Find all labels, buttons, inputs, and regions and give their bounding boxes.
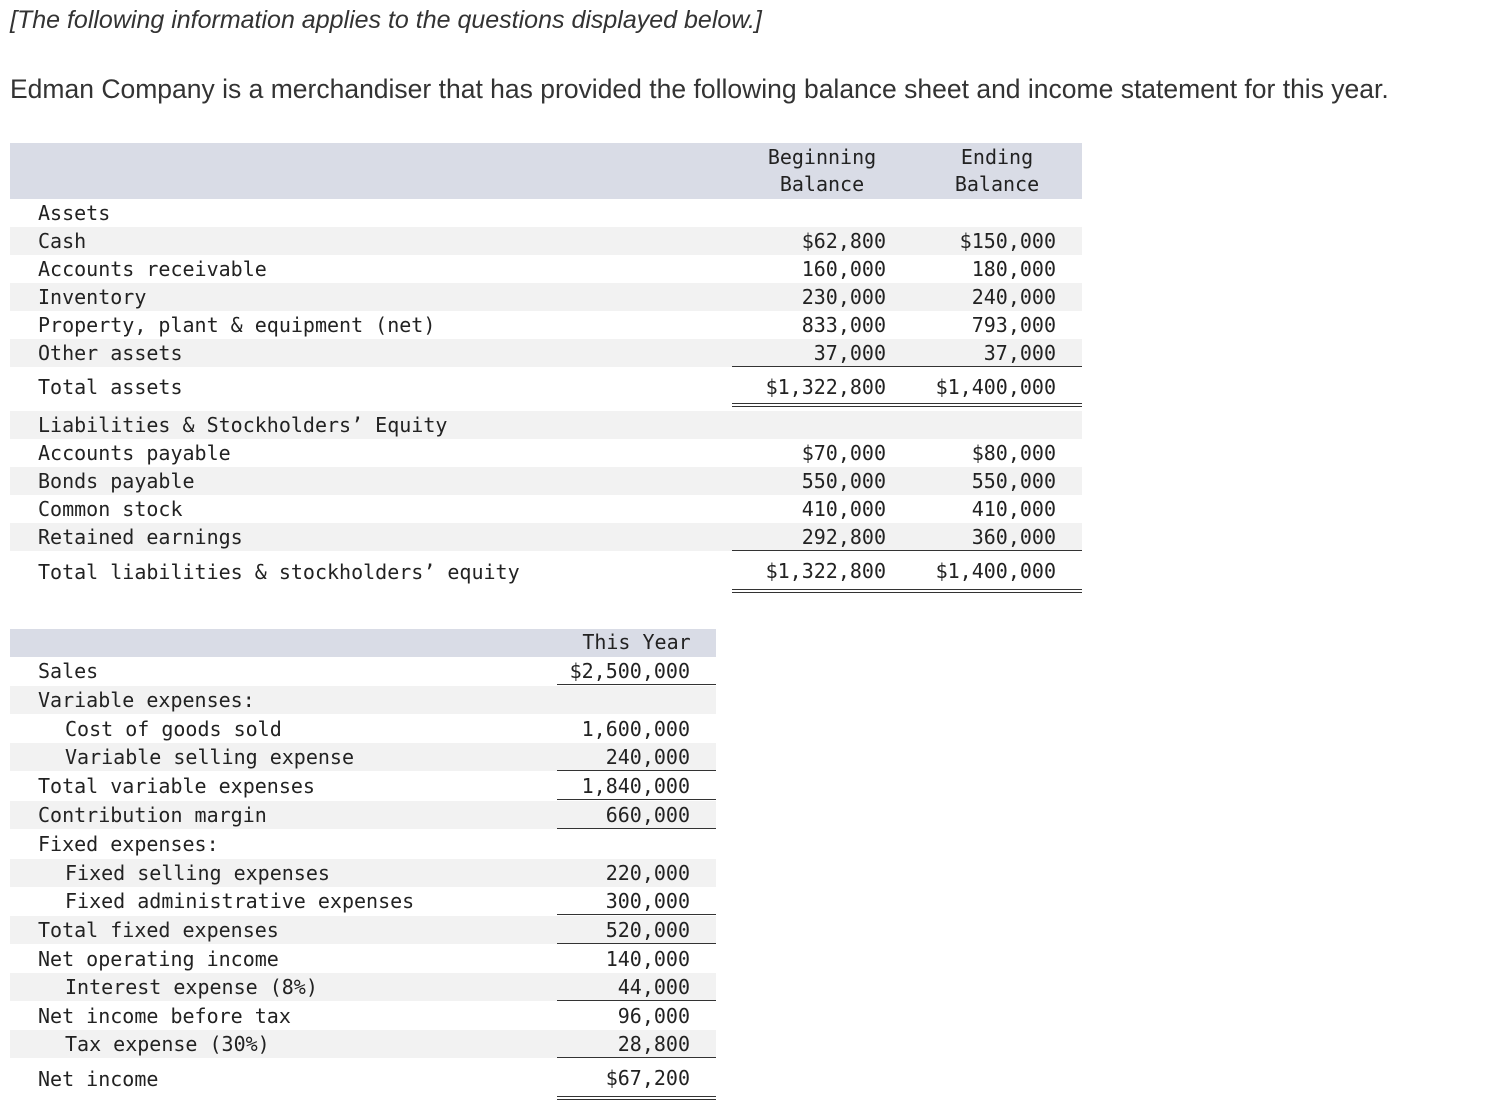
table-row: [10, 495, 1082, 523]
row-label: Cost of goods sold: [65, 717, 282, 741]
table-row: [10, 743, 716, 771]
row-value: $67,200: [557, 1058, 716, 1100]
row-label: Accounts receivable: [38, 257, 267, 281]
row-label: Inventory: [38, 285, 147, 309]
table-row: [10, 887, 716, 915]
row-value: $2,500,000: [557, 657, 716, 685]
row-label: Fixed selling expenses: [65, 861, 330, 885]
row-label: Sales: [38, 659, 99, 683]
row-label: Fixed administrative expenses: [65, 889, 415, 913]
ending-value: 793,000: [971, 313, 1056, 337]
row-label: Variable selling expense: [65, 745, 354, 769]
beginning-value: 230,000: [801, 285, 886, 309]
table-row: [10, 439, 1082, 467]
row-label: Fixed expenses:: [38, 832, 219, 856]
ending-value: $1,400,000: [912, 551, 1082, 593]
beginning-value: 410,000: [801, 497, 886, 521]
balance-sheet-table: [10, 143, 1082, 593]
row-label: Variable expenses:: [38, 688, 255, 712]
row-label: Total fixed expenses: [38, 918, 279, 942]
problem-description: Edman Company is a merchandiser that has provided the following balance sheet and income statement for this year.: [10, 74, 1389, 104]
header-ending-balance: Ending Balance: [954, 145, 1040, 196]
row-label: Cash: [38, 229, 87, 253]
table-row: [10, 283, 1082, 311]
table-row: [10, 715, 716, 743]
assets-heading-row: [10, 199, 1082, 227]
table-row: [10, 859, 716, 887]
row-label: Bonds payable: [38, 469, 195, 493]
beginning-value: 160,000: [801, 257, 886, 281]
table-row: [10, 339, 1082, 367]
table-row: [10, 1030, 716, 1058]
beginning-value: 292,800: [732, 523, 912, 551]
row-label: Total liabilities & stockholders’ equity: [38, 560, 520, 584]
table-row: [10, 467, 1082, 495]
row-value: 660,000: [557, 801, 716, 829]
row-label: Net operating income: [38, 947, 279, 971]
row-value: 28,800: [557, 1030, 716, 1058]
row-label: Tax expense (30%): [65, 1032, 270, 1056]
beginning-value: $1,322,800: [732, 551, 912, 593]
table-row: [10, 523, 1082, 551]
row-value: 44,000: [557, 973, 716, 1001]
table-row: [10, 311, 1082, 339]
row-label: Interest expense (8%): [65, 975, 318, 999]
table-row: [10, 973, 716, 1001]
row-label: Net income before tax: [38, 1004, 291, 1028]
beginning-value: $1,322,800: [732, 367, 912, 407]
row-label: Accounts payable: [38, 441, 231, 465]
income-statement-header: [10, 629, 716, 657]
total-liabilities-row: [10, 551, 1082, 593]
beginning-value: 833,000: [801, 313, 886, 337]
table-row: [10, 1002, 716, 1030]
row-value: 140,000: [605, 947, 690, 971]
row-value: 520,000: [557, 916, 716, 944]
table-row: [10, 945, 716, 973]
table-row: [10, 772, 716, 800]
row-label: Contribution margin: [38, 803, 267, 827]
ending-value: 360,000: [912, 523, 1082, 551]
ending-value: $80,000: [971, 441, 1056, 465]
beginning-value: $62,800: [801, 229, 886, 253]
beginning-value: 550,000: [801, 469, 886, 493]
beginning-value: $70,000: [801, 441, 886, 465]
liabilities-heading: Liabilities & Stockholders’ Equity: [38, 413, 448, 437]
row-value: 1,840,000: [557, 772, 716, 800]
row-label: Other assets: [38, 341, 183, 365]
sales-row: [10, 657, 716, 685]
beginning-value: 37,000: [732, 339, 912, 367]
header-this-year: This Year: [582, 630, 691, 654]
row-label: Total variable expenses: [38, 774, 315, 798]
ending-value: $1,400,000: [912, 367, 1082, 407]
income-statement-table: [10, 629, 716, 1100]
table-row: [10, 255, 1082, 283]
table-row: [10, 801, 716, 829]
intro-note: [The following information applies to the questions displayed below.]: [10, 6, 762, 34]
liabilities-heading-row: [10, 411, 1082, 439]
row-value: 220,000: [605, 861, 690, 885]
ending-value: 240,000: [971, 285, 1056, 309]
net-income-row: [10, 1058, 716, 1100]
table-row: [10, 916, 716, 944]
row-value: 300,000: [557, 887, 716, 915]
total-assets-row: [10, 367, 1082, 407]
ending-value: 180,000: [971, 257, 1056, 281]
ending-value: 410,000: [971, 497, 1056, 521]
table-row: [10, 227, 1082, 255]
row-label: Net income: [38, 1067, 159, 1091]
assets-heading: Assets: [38, 201, 111, 225]
row-value: 240,000: [557, 743, 716, 771]
header-beginning-balance: Beginning Balance: [767, 145, 877, 196]
ending-value: $150,000: [959, 229, 1056, 253]
row-value: 96,000: [617, 1004, 690, 1028]
ending-value: 550,000: [971, 469, 1056, 493]
row-label: Total assets: [38, 375, 183, 399]
variable-heading-row: [10, 686, 716, 714]
row-label: Retained earnings: [38, 525, 243, 549]
row-value: 1,600,000: [581, 717, 690, 741]
balance-sheet-header: [10, 143, 1082, 199]
row-label: Common stock: [38, 497, 183, 521]
ending-value: 37,000: [912, 339, 1082, 367]
fixed-heading-row: [10, 830, 716, 858]
row-label: Property, plant & equipment (net): [38, 313, 436, 337]
